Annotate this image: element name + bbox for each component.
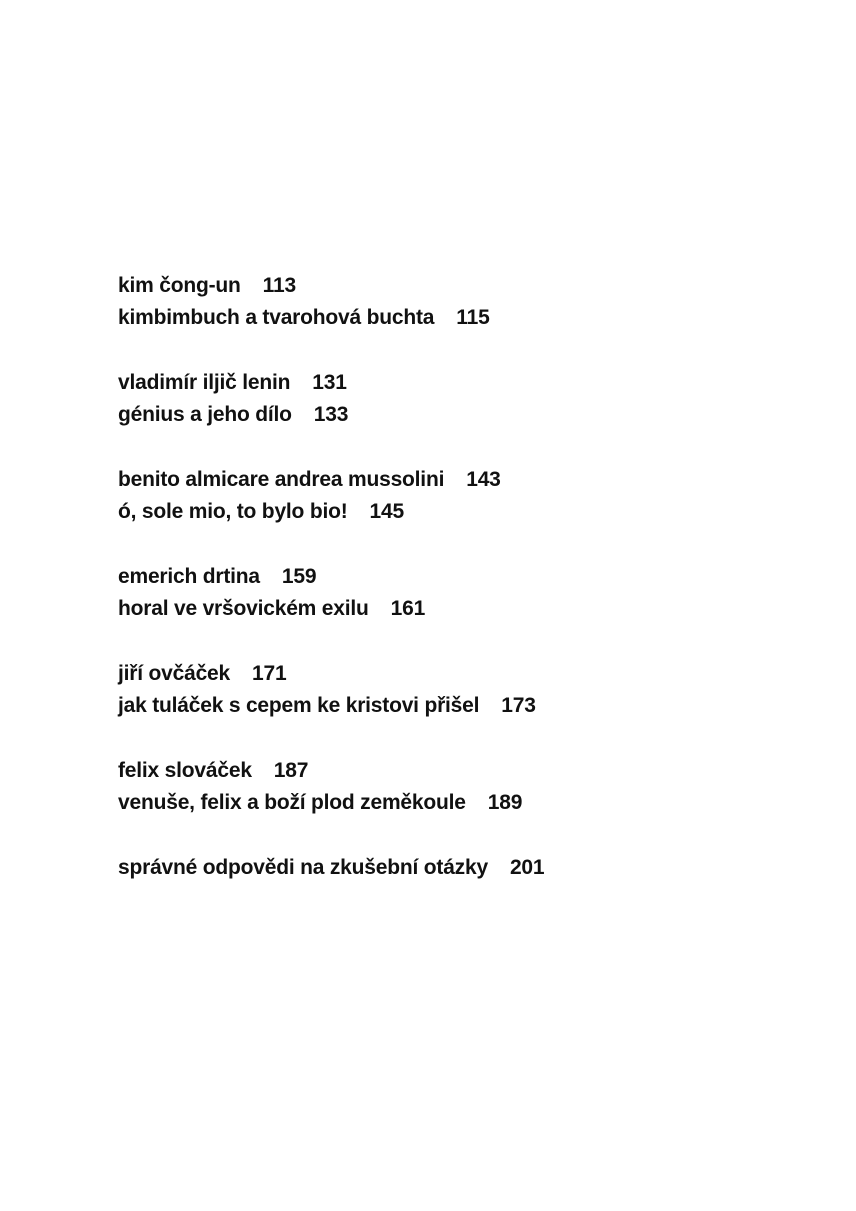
toc-entry-title: felix slováček	[118, 759, 252, 782]
toc-entry-page-number: 143	[466, 468, 501, 491]
toc-entry-page-number: 159	[281, 565, 317, 588]
toc-entry-page-number: 145	[369, 500, 404, 523]
toc-entry[interactable]	[118, 658, 818, 690]
toc-entry-title: kimbimbuch a tvarohová buchta	[118, 306, 435, 329]
toc-entry-page-number: 131	[312, 371, 347, 394]
toc-entry-title: horal ve vršovickém exilu	[118, 597, 369, 620]
toc-entry-title: génius a jeho dílo	[118, 403, 292, 426]
toc-group	[118, 367, 818, 431]
toc-entry-title: vladimír iljič lenin	[118, 371, 291, 394]
toc-entry-page-number: 189	[487, 791, 523, 814]
toc-entry[interactable]	[118, 561, 818, 593]
toc-entry[interactable]	[118, 302, 818, 334]
toc-entry[interactable]	[118, 367, 818, 399]
toc-group	[118, 270, 818, 334]
toc-entry-title: jiří ovčáček	[118, 662, 231, 685]
toc-entry-page-number: 115	[456, 306, 490, 329]
toc-group	[118, 755, 818, 819]
table-of-contents	[118, 270, 818, 917]
toc-entry-page-number: 173	[501, 694, 536, 717]
toc-entry-page-number: 133	[313, 403, 349, 426]
toc-group	[118, 658, 818, 722]
toc-entry-page-number: 161	[390, 597, 426, 620]
toc-entry[interactable]	[118, 852, 818, 884]
toc-entry-title: jak tuláček s cepem ke kristovi přišel	[118, 694, 480, 717]
toc-entry[interactable]	[118, 787, 818, 819]
toc-entry-title: venuše, felix a boží plod zeměkoule	[118, 791, 466, 814]
toc-entry[interactable]	[118, 270, 818, 302]
toc-entry-title: benito almicare andrea mussolini	[118, 468, 445, 491]
toc-entry[interactable]	[118, 496, 818, 528]
toc-entry-page-number: 201	[509, 856, 545, 879]
toc-entry-title: emerich drtina	[118, 565, 260, 588]
toc-entry-page-number: 171	[252, 662, 287, 685]
toc-entry[interactable]	[118, 399, 818, 431]
toc-group	[118, 561, 818, 625]
toc-entry[interactable]	[118, 755, 818, 787]
toc-entry-title: kim čong-un	[118, 274, 241, 297]
toc-entry[interactable]	[118, 593, 818, 625]
toc-entry-title: ó, sole mio, to bylo bio!	[118, 500, 348, 523]
toc-entry-page-number: 113	[262, 274, 296, 297]
toc-group	[118, 852, 818, 884]
toc-entry[interactable]	[118, 690, 818, 722]
toc-group	[118, 464, 818, 528]
toc-entry[interactable]	[118, 464, 818, 496]
toc-entry-title: správné odpovědi na zkušební otázky	[118, 856, 488, 879]
toc-entry-page-number: 187	[273, 759, 309, 782]
